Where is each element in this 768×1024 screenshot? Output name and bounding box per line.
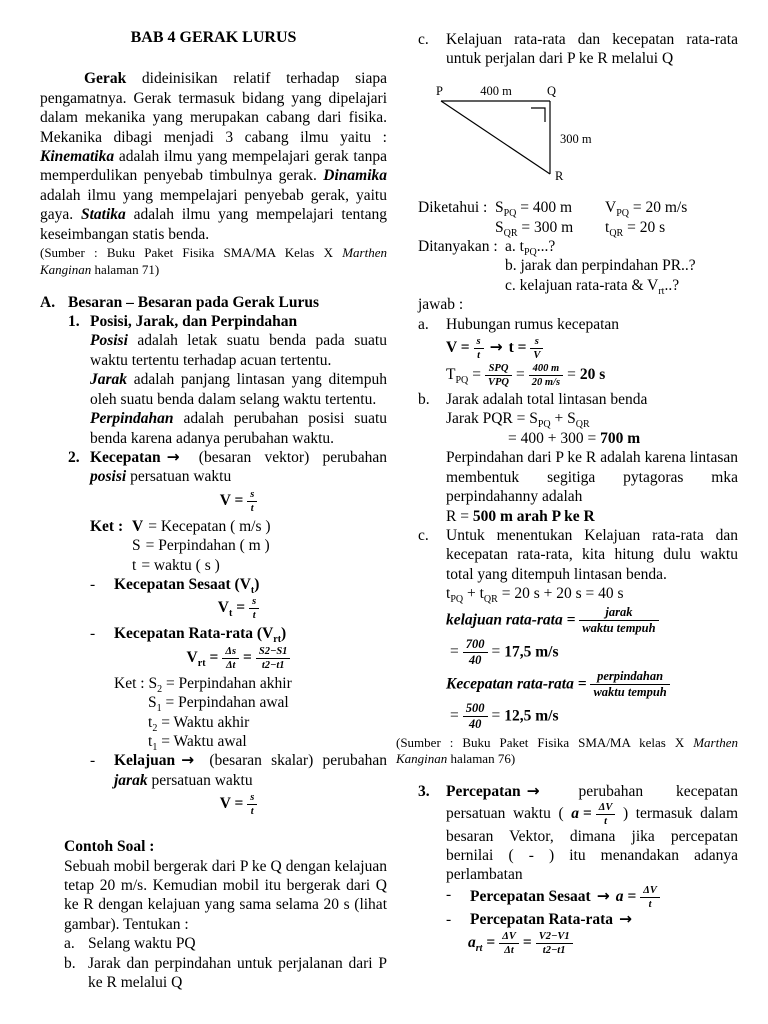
contoh-heading: Contoh Soal : <box>64 838 155 856</box>
result-700m: 700 m <box>600 429 641 447</box>
def-perpindahan-text: adalah perubahan posisi suatu benda karena adanya perubahan waktu. <box>90 410 387 447</box>
dash-marker: - <box>446 910 452 928</box>
kecepatan-result: = $\frac{500}{40}$ = 12,5 m/s <box>450 700 559 732</box>
right-arrow-icon: → <box>619 909 633 928</box>
intro-text-4: adalah ilmu yang mempelajari tentang keseimbangan statis benda. <box>40 206 387 243</box>
subitem-text: Percepatan Sesaat → a = $\frac{\Delta V}{t}$ <box>470 885 660 910</box>
item-3-term: Percepatan <box>446 783 521 801</box>
answer-b <box>418 390 738 526</box>
result-20s: 20 s <box>579 366 606 384</box>
subscript-t: t <box>250 585 255 597</box>
right-arrow-icon: → <box>181 751 195 770</box>
term-kinematika: Kinematika <box>40 148 115 166</box>
left-column <box>40 28 387 992</box>
perpindahan-result-line: R = 500 m arah P ke R <box>446 507 595 525</box>
answer-c <box>418 526 738 734</box>
item-2-heading <box>68 448 387 487</box>
fraction-s-t: $\frac{s}{t}$ <box>247 489 257 514</box>
item-3-body <box>446 782 738 958</box>
spacer <box>40 279 387 293</box>
fraction-perpindahan-waktu: $\frac{\text{perpindahan}}{\text{waktu tempuh}}$ <box>590 670 669 700</box>
jarak-total-line: = 400 + 300 = 700 m <box>508 429 641 447</box>
fraction-spq-vpq: $\frac{\text{SPQ}}{\text{VPQ}}$ <box>485 363 512 388</box>
source-author: Marthen Kanginan <box>40 245 387 277</box>
formula-vt: $V_t$ = $\frac{s}{t}$ <box>90 596 387 621</box>
formula-v-st-2: V = $\frac{s}{t}$ <box>90 792 387 817</box>
diketahui-block <box>418 198 738 237</box>
ditanyakan-lines <box>505 237 696 295</box>
def-perpindahan-term: Perpindahan <box>90 410 174 428</box>
item-1-body <box>90 331 387 447</box>
list-marker-a: a. <box>64 935 75 953</box>
item-3-paragraph: Percepatan → perubahan kecepatan persatuan waktu ( a = $\frac{\Delta V}{t}$ ) termasuk dalam besaran Vektor, dimana jika percepatan bernilai ( - ) itu menandakan adanya perlambatan <box>446 782 738 884</box>
subscript-rt: rt <box>273 634 282 646</box>
item-2-marker: 2. <box>68 448 80 466</box>
ket-line-v: V = Kecepatan ( m/s ) <box>132 517 271 535</box>
contoh-item-a-text: Selang waktu PQ <box>88 935 196 953</box>
fraction-ds-dt: $\frac{\Delta s}{\Delta t}$ <box>222 646 239 671</box>
list-marker-c: c. <box>418 31 429 48</box>
list-marker-c: c. <box>418 526 429 544</box>
diketahui-spq: $S_{PQ} = 400$ m <box>495 199 573 220</box>
source-note-p71 <box>40 245 387 279</box>
list-marker-a: a. <box>418 315 429 333</box>
answer-c-body <box>446 526 738 734</box>
right-arrow-icon: → <box>489 338 503 357</box>
subitem-label: Kecepatan Sesaat $(V_t)$ <box>114 575 260 597</box>
contoh-soal-section <box>64 837 387 992</box>
diketahui-tqr: $t_{QR} = 20$ s <box>605 218 666 239</box>
formula-v-st <box>90 489 387 514</box>
dash-marker: - <box>446 885 452 903</box>
intro-lead: Gerak <box>84 70 127 88</box>
chapter-title: BAB 4 GERAK LURUS <box>130 29 297 46</box>
def-jarak-text: adalah panjang lintasan yang ditempuh oleh suatu benda dalam selang waktu tertentu. <box>90 371 387 408</box>
ket2-line-4: $t_1$ = Waktu awal <box>148 732 247 754</box>
dash-marker: - <box>90 575 96 593</box>
subitem-percepatan-sesaat <box>446 885 738 910</box>
dash-marker: - <box>90 752 96 770</box>
dash-marker: - <box>90 625 96 643</box>
fraction-s2s1: $\frac{S2-S1}{t2-t1}$ <box>256 646 291 671</box>
empty-cell <box>418 218 495 237</box>
side-pr <box>441 101 550 174</box>
fraction-dv-dt: $\frac{\Delta V}{\Delta t}$ <box>499 931 519 956</box>
kelajuan-formula: kelajuan rata-rata = $\frac{\text{jarak}}{\text{waktu tempuh}}$ <box>446 606 738 636</box>
fraction-v2v1: $\frac{V2-V1}{t2-t1}$ <box>536 931 573 956</box>
formula-vrt: $V_{rt}$ = $\frac{\Delta s}{\Delta t}$ = $\frac{S2-S1}{t2-t1}$ <box>90 646 387 671</box>
term-statika: Statika <box>80 206 126 224</box>
item-2-title <box>90 448 387 487</box>
fraction-s-t: $\frac{s}{t}$ <box>247 792 257 817</box>
right-angle-mark <box>531 108 545 122</box>
distance-pq-label: 400 m <box>480 83 512 98</box>
ket-block-1 <box>90 517 387 575</box>
fraction-s-t: $\frac{s}{t}$ <box>249 596 259 621</box>
def-posisi <box>90 331 387 370</box>
section-a-heading <box>40 293 387 312</box>
item-2-title-text: (besaran vektor) perubahan <box>185 448 387 466</box>
item-2-body <box>90 489 387 817</box>
formula-v-to-t: V = $\frac{s}{t}$ → t = $\frac{s}{V}$ <box>446 336 738 361</box>
fraction-jarak-waktu: $\frac{\text{jarak}}{\text{waktu tempuh}}$ <box>579 606 658 636</box>
contoh-item-a <box>64 934 387 953</box>
contoh-item-b-text: Jarak dan perpindahan untuk perjalanan dari P ke R melalui Q <box>88 954 387 992</box>
source-author: Marthen Kanginan <box>396 734 738 767</box>
item-2-title-term: Kecepatan <box>90 448 161 466</box>
formula-lhs: V = <box>219 491 244 509</box>
subitem-kecepatan-sesaat <box>90 575 387 597</box>
intro-text-1: dideinisikan relatif terhadap siapa pengamatnya. Gerak termasuk bidang yang dipelajari dalam mekanika yang merupakan cabang dari fisika. Mekanika dibagi menjadi 3 cabang ilmu yaitu : <box>40 70 387 146</box>
contoh-body: Sebuah mobil bergerak dari P ke Q dengan kelajuan tetap 20 m/s. Kemudian mobil itu bergerak dari Q ke R dengan kelajuan yang sama selama 20 s (lihat gambar). Tentukan : <box>64 857 387 933</box>
subitem-percepatan-rata <box>446 910 738 929</box>
answer-c-paragraph: Untuk menentukan Kelajuan rata-rata dan kecepatan rata-rata, kita hitung dulu waktu total yang ditempuh lintasan benda. <box>446 526 738 583</box>
def-posisi-text: adalah letak suatu benda pada suatu waktu tertentu terhadap acuan tertentu. <box>90 332 387 369</box>
perpindahan-paragraph: Perpindahan dari P ke R adalah karena lintasan membentuk segitiga pytagoras mka perpindahanny adalah <box>446 449 738 506</box>
ket2-line-1: Ket : $S_2$ = Perpindahan akhir <box>114 674 292 695</box>
item-3 <box>418 782 738 958</box>
subitem-text: Percepatan Rata-rata → <box>470 909 633 928</box>
formula-art: $a_{rt}$ = $\frac{\Delta V}{\Delta t}$ = $\frac{V2-V1}{t2-t1}$ <box>468 931 738 956</box>
ditanyakan-label: Ditanyakan : <box>418 238 498 256</box>
vertex-q-label: Q <box>547 83 557 98</box>
fraction-400-20: $\frac{400 m}{20 m/s}$ <box>529 363 563 388</box>
fraction-dv-t: $\frac{\Delta V}{t}$ <box>640 885 660 910</box>
spacer <box>396 768 738 782</box>
item-1-title: Posisi, Jarak, dan Perpindahan <box>90 313 298 331</box>
subitem-kelajuan <box>90 751 387 790</box>
ket-block-2 <box>114 674 387 752</box>
vertex-p-label: P <box>436 83 443 98</box>
ditanyakan-a: a. $t_{PQ}$...? <box>505 238 556 259</box>
answer-a-heading: Hubungan rumus kecepatan <box>446 315 620 333</box>
fraction-500-40: $\frac{500}{40}$ <box>463 702 488 732</box>
result-125: 12,5 m/s <box>504 707 559 725</box>
def-jarak-term: Jarak <box>90 371 128 389</box>
item-3-marker: 3. <box>418 783 430 801</box>
diketahui-sqr: $S_{QR} = 300$ m <box>495 218 574 239</box>
triangle-diagram <box>416 79 738 192</box>
ditanyakan-block <box>418 237 738 295</box>
diketahui-label: Diketahui : <box>418 199 488 217</box>
item-1-heading <box>68 312 387 331</box>
intro-text-2: adalah ilmu yang mempelajari gerak tanpa memperdulikan penyebab timbulnya gerak. <box>40 148 387 185</box>
subitem-kecepatan-rata <box>90 624 387 646</box>
ket-label: Ket : <box>90 517 124 535</box>
formula-tpq: $T_{PQ}$ = $\frac{\text{SPQ}}{\text{VPQ}}$ = $\frac{400 m}{20 m/s}$ = 20 s <box>446 363 606 389</box>
right-arrow-icon: → <box>526 782 540 801</box>
def-perpindahan <box>90 409 387 448</box>
section-a-body <box>68 312 387 817</box>
intro-paragraph <box>40 69 387 244</box>
subitem-label: Kecepatan Rata-rata $(V_{rt})$ <box>114 625 287 646</box>
diketahui-vpq: $V_{PQ} = 20$ m/s <box>605 199 688 220</box>
result-175: 17,5 m/s <box>504 643 559 661</box>
ket2-line-2: $S_1$ = Perpindahan awal <box>148 694 289 715</box>
triangle-svg <box>416 79 716 187</box>
question-c <box>418 30 738 69</box>
jawab-label: jawab : <box>418 296 464 314</box>
ket-line-t: t = waktu ( s ) <box>132 556 220 574</box>
ditanyakan-b: b. jarak dan perpindahan PR..? <box>505 257 696 275</box>
ket-line-s: S = Perpindahan ( m ) <box>132 537 270 555</box>
result-500m: 500 m arah P ke R <box>472 507 595 525</box>
section-a-marker: A. <box>40 293 56 311</box>
def-jarak <box>90 370 387 409</box>
jarak-pqr-line: Jarak PQR = $S_{PQ} + S_{QR}$ <box>446 410 590 431</box>
item-1-marker: 1. <box>68 313 80 331</box>
distance-qr-label: 300 m <box>560 131 592 146</box>
list-marker-b: b. <box>418 391 430 409</box>
right-column <box>396 30 738 958</box>
list-marker-b: b. <box>64 954 76 972</box>
contoh-item-b <box>64 954 387 993</box>
right-arrow-icon: → <box>596 886 610 905</box>
fraction-700-40: $\frac{700}{40}$ <box>463 638 488 668</box>
source-note-p76: (Sumber : Buku Paket Fisika SMA/MA kelas X Marthen Kanginan halaman 76) <box>396 734 738 767</box>
answer-a-body <box>446 315 738 390</box>
intro-text-3: adalah ilmu yang mempelajari penyebab gerak, yaitu gaya. <box>40 186 387 224</box>
kelajuan-result: = $\frac{700}{40}$ = 17,5 m/s <box>450 636 559 668</box>
source-pre: (Sumber : Buku Paket Fisika SMA/MA Kelas X <box>40 245 343 261</box>
kecepatan-formula: Kecepatan rata-rata = $\frac{\text{perpindahan}}{\text{waktu tempuh}}$ <box>446 670 738 700</box>
right-arrow-icon: → <box>166 447 180 466</box>
fraction-dv-t: $\frac{\Delta V}{t}$ <box>596 802 616 827</box>
fraction-s-v: $\frac{s}{V}$ <box>530 336 543 361</box>
ket-lines <box>132 517 271 575</box>
answer-b-body <box>446 390 738 526</box>
ditanyakan-c: c. kelajuan rata-rata & $V_{rt}$..? <box>505 276 680 297</box>
time-total-line: $t_{PQ} + t_{QR} = 20$ s + 20 s = 40 s <box>446 585 624 606</box>
item-2-title-text-2: persatuan waktu <box>126 468 232 486</box>
section-a-title: Besaran – Besaran pada Gerak Lurus <box>68 293 320 311</box>
answer-a <box>418 315 738 390</box>
item-2-posisi: posisi <box>90 468 127 486</box>
term-dinamika: Dinamika <box>323 167 387 185</box>
answer-b-heading: Jarak adalah total lintasan benda <box>446 391 648 409</box>
subitem-kelajuan-text: Kelajuan → (besaran skalar) perubahan jarak persatuan waktu <box>114 751 387 789</box>
vertex-r-label: R <box>555 168 564 183</box>
question-c-text: Kelajuan rata-rata dan kecepatan rata-rata untuk perjalan dari P ke R melalui Q <box>446 31 738 68</box>
ket2-line-3: $t_2$ = Waktu akhir <box>148 713 250 734</box>
fraction-s-t: $\frac{s}{t}$ <box>474 336 484 361</box>
source-post: halaman 71) <box>91 261 160 277</box>
def-posisi-term: Posisi <box>90 332 128 350</box>
